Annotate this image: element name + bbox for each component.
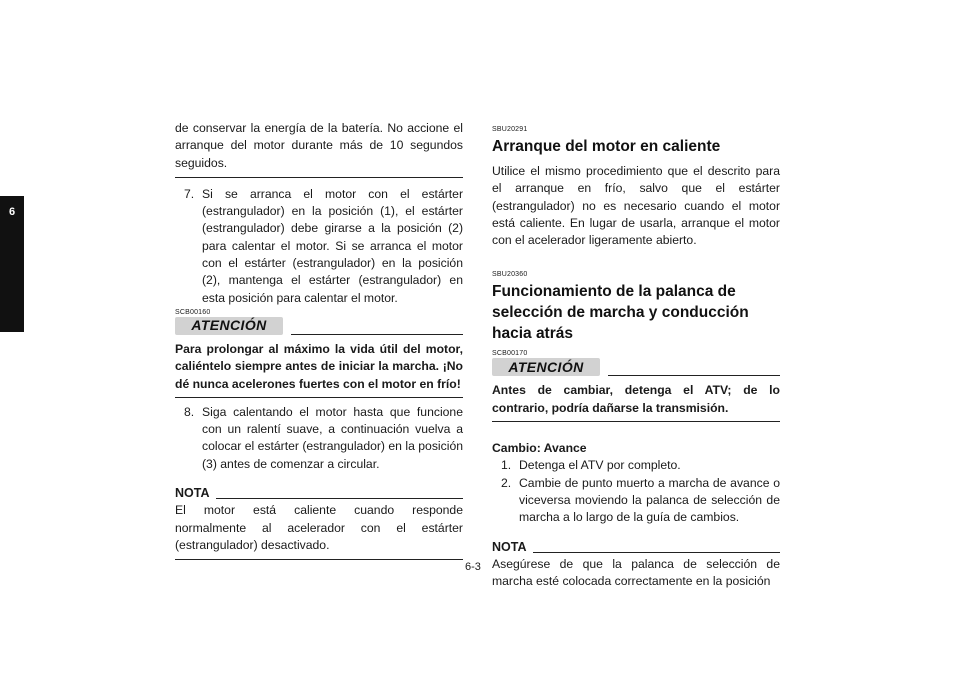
nota-rule [216,498,464,499]
step-number: 1. [501,458,512,473]
section-title: Arranque del motor en caliente [492,138,721,155]
nota-header [492,539,780,556]
chapter-tab [0,196,24,332]
step-list [175,186,463,307]
step-number: 7. [184,186,195,201]
caution-header [175,317,463,335]
caution-rule [291,334,463,335]
nota-header [175,485,463,502]
divider [175,177,463,178]
step-text: Cambie de punto muerto a marcha de avance o viceversa moviendo la palanca de selección de marcha a lo largo de la guía de cambios. [519,475,780,525]
nota-end-rule [175,559,463,560]
chapter-tab-number: 6 [8,206,16,218]
caution-code: SCB00170 [492,350,528,358]
step-item [492,475,780,527]
page-number: 6-3 [465,561,481,573]
left-column [175,120,463,568]
step-item [175,404,463,473]
nota-text: Asegúrese de que la palanca de selección de marcha esté colocada correctamente en la posición [492,556,780,589]
step-list [492,457,780,526]
step-item [175,186,463,307]
step-text: Detenga el ATV por completo. [519,458,681,473]
caution-badge: ATENCIÓN [492,358,600,376]
caution-text: Para prolongar al máximo la vida útil del motor, caliéntelo siempre antes de iniciar la marcha. ¡No dé nunca acelerones fuertes con el motor en frío! [175,341,463,391]
section-code: SBU20360 [492,271,528,279]
caution-text: Antes de cambiar, detenga el ATV; de lo contrario, podría dañarse la transmisión. [492,383,780,415]
nota-label: NOTA [175,486,210,501]
nota-label: NOTA [492,539,527,554]
caution-rule [608,375,780,376]
caution-code: SCB00160 [175,308,211,316]
right-column [492,120,780,590]
section-text: Utilice el mismo procedimiento que el descrito para el arranque en frío, salvo que el estárter (estrangulador) no es necesario cuando el motor está caliente. En lugar de usarla, arranque el motor con el acelerador ligeramente abierto. [492,164,780,248]
nota-rule [533,552,781,553]
caution-end-rule [175,397,463,398]
caution-header [492,358,780,376]
step-text: Si se arranca el motor con el estárter (estrangulador) en la posición (1), el estárter (estrangulador) debe girarse a la posición (2) para calentar el motor. Si se arranca el motor con el estárter (estrangulador) en la posición (2), mantenga el estárter (estrangulador) en esta posición para calentar el motor. [202,186,463,305]
caution-badge: ATENCIÓN [175,317,283,335]
step-item [492,457,780,474]
section-title: Funcionamiento de la palanca de selección de marcha y conducción hacia atrás [492,283,749,343]
nota-text: El motor está caliente cuando responde normalmente al acelerador con el estárter (estrangulador) desactivado. [175,503,463,552]
step-number: 2. [501,475,512,490]
intro-paragraph: de conservar la energía de la batería. No accione el arranque del motor durante más de 10 segundos seguidos. [175,121,463,170]
caution-end-rule [492,421,780,422]
step-text: Siga calentando el motor hasta que funcione con un ralentí suave, a continuación vuelva a colocar el estárter (estrangulador) en la posición (3) antes de comenzar a circular. [202,404,463,471]
subheading: Cambio: Avance [492,441,587,456]
step-number: 8. [184,404,195,419]
step-list [175,404,463,473]
section-code: SBU20291 [492,126,528,133]
